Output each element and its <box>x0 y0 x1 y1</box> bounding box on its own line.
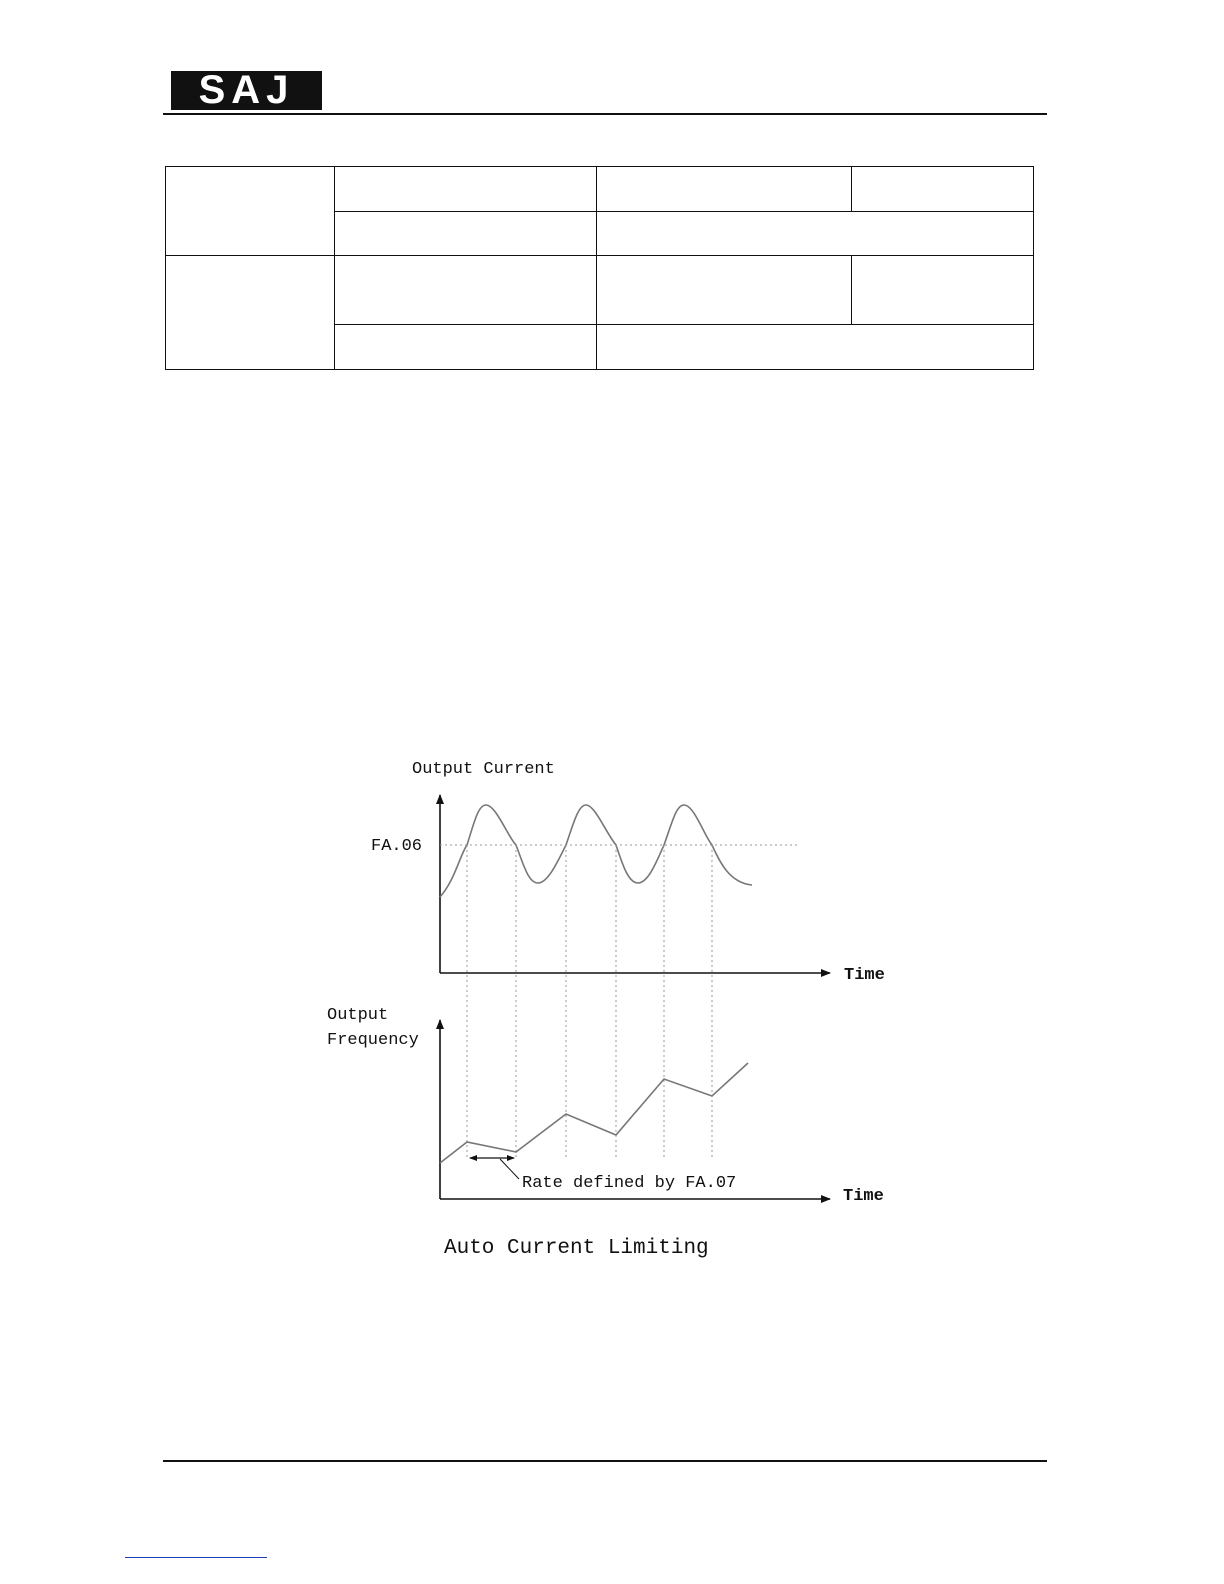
table-row <box>166 256 1034 325</box>
bottom-time-label: Time <box>843 1187 884 1206</box>
saj-logo: SAJ <box>171 71 322 110</box>
footnote-separator <box>125 1557 267 1558</box>
table-cell <box>597 167 852 212</box>
table-cell <box>852 256 1034 325</box>
table-cell <box>597 212 1034 256</box>
table-cell <box>335 325 597 370</box>
fa06-label: FA.06 <box>371 837 423 856</box>
table-cell <box>335 212 597 256</box>
output-frequency-label-line2: Frequency <box>327 1031 419 1050</box>
fa07-annotation: Rate defined by FA.07 <box>522 1174 737 1193</box>
table-cell <box>335 256 597 325</box>
figure-caption: Auto Current Limiting <box>444 1237 709 1260</box>
table-cell <box>597 256 852 325</box>
output-current-label: Output Current <box>412 760 555 779</box>
output-frequency-curve <box>440 1063 748 1163</box>
top-chart <box>371 760 885 985</box>
table-cell <box>166 167 335 256</box>
footer-rule <box>163 1460 1047 1462</box>
table-row <box>166 167 1034 212</box>
top-time-label: Time <box>844 966 885 985</box>
fa07-leader-line <box>500 1159 519 1179</box>
table-cell <box>852 167 1034 212</box>
table-cell <box>597 325 1034 370</box>
parameter-table <box>165 166 1034 370</box>
table-cell <box>335 167 597 212</box>
output-current-curve <box>440 805 752 897</box>
auto-current-limiting-figure <box>320 745 910 1270</box>
table-cell <box>166 256 335 370</box>
cross-guides <box>467 845 712 1157</box>
header-rule <box>163 113 1047 115</box>
output-frequency-label-line1: Output <box>327 1006 389 1025</box>
bottom-chart <box>327 1006 884 1206</box>
